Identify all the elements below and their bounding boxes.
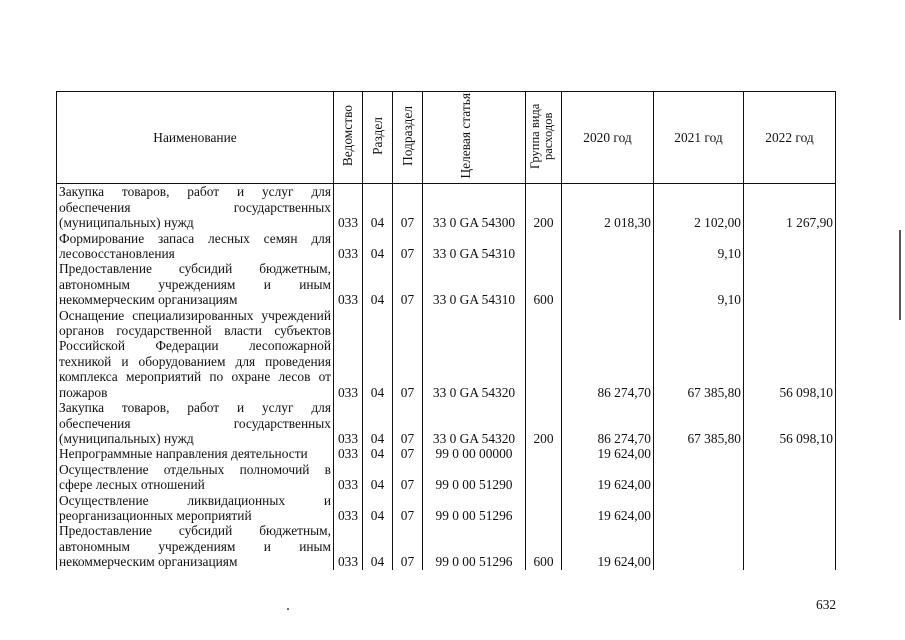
row-ministry: 033 — [334, 523, 363, 569]
row-group: 600 — [526, 261, 562, 307]
row-2021 — [654, 523, 744, 569]
row-2021: 67 385,80 — [654, 308, 744, 400]
row-ministry: 033 — [334, 462, 363, 493]
row-2020: 19 624,00 — [562, 446, 654, 461]
row-ministry: 033 — [334, 493, 363, 524]
budget-table — [56, 91, 836, 570]
row-2020: 86 274,70 — [562, 308, 654, 400]
row-section: 04 — [363, 261, 393, 307]
scan-page-edge — [899, 230, 901, 320]
header-target-article: Целевая статья — [423, 92, 526, 184]
row-2021: 67 385,80 — [654, 400, 744, 446]
table-row — [57, 261, 836, 307]
row-ministry: 033 — [334, 184, 363, 231]
header-2021: 2021 год — [654, 92, 744, 184]
row-2020: 2 018,30 — [562, 184, 654, 231]
table-row — [57, 308, 836, 400]
row-subsection: 07 — [393, 446, 423, 461]
row-section: 04 — [363, 462, 393, 493]
row-name: Формирование запаса лесных семян для лесовосстановления — [57, 231, 334, 262]
row-2020: 19 624,00 — [562, 523, 654, 569]
row-article: 99 0 00 51296 — [423, 493, 526, 524]
row-name: Непрограммные направления деятельности — [57, 446, 334, 461]
row-group: 200 — [526, 400, 562, 446]
row-ministry: 033 — [334, 400, 363, 446]
row-ministry: 033 — [334, 308, 363, 400]
header-name: Наименование — [57, 92, 334, 184]
row-2020 — [562, 231, 654, 262]
header-ministry: Ведомство — [334, 92, 363, 184]
row-group: 600 — [526, 523, 562, 569]
row-group — [526, 231, 562, 262]
row-group: 200 — [526, 184, 562, 231]
row-name: Предоставление субсидий бюджетным, автономным учреждениям и иным некоммерческим организациям — [57, 261, 334, 307]
row-2021 — [654, 462, 744, 493]
row-2021: 2 102,00 — [654, 184, 744, 231]
row-2022: 56 098,10 — [744, 400, 836, 446]
row-section: 04 — [363, 523, 393, 569]
row-subsection: 07 — [393, 261, 423, 307]
row-subsection: 07 — [393, 523, 423, 569]
row-2021: 9,10 — [654, 231, 744, 262]
row-name: Закупка товаров, работ и услуг для обеспечения государственных (муниципальных) нужд — [57, 400, 334, 446]
row-ministry: 033 — [334, 231, 363, 262]
row-section: 04 — [363, 400, 393, 446]
row-2021 — [654, 493, 744, 524]
row-subsection: 07 — [393, 400, 423, 446]
row-article: 33 0 GA 54320 — [423, 400, 526, 446]
row-2022 — [744, 446, 836, 461]
scan-speck — [287, 608, 289, 610]
row-2020: 19 624,00 — [562, 462, 654, 493]
table-row — [57, 462, 836, 493]
row-2022: 1 267,90 — [744, 184, 836, 231]
row-2022 — [744, 523, 836, 569]
header-subsection: Подраздел — [393, 92, 423, 184]
row-article: 33 0 GA 54310 — [423, 231, 526, 262]
row-2022 — [744, 261, 836, 307]
row-2020: 86 274,70 — [562, 400, 654, 446]
row-section: 04 — [363, 308, 393, 400]
row-name: Осуществление ликвидационных и реорганизационных мероприятий — [57, 493, 334, 524]
row-section: 04 — [363, 493, 393, 524]
row-2022 — [744, 493, 836, 524]
row-2020: 19 624,00 — [562, 493, 654, 524]
header-expense-group: Группа вида расходов — [526, 92, 562, 184]
row-group — [526, 308, 562, 400]
row-subsection: 07 — [393, 462, 423, 493]
row-2021: 9,10 — [654, 261, 744, 307]
row-group — [526, 462, 562, 493]
table-body — [57, 184, 836, 570]
table-header — [57, 92, 836, 184]
row-name: Оснащение специализированных учреждений органов государственной власти субъектов Российской Федерации лесопожарной техникой и оборудованием для проведения комплекса мероприятий по охране лесов от пожаров — [57, 308, 334, 400]
row-name: Закупка товаров, работ и услуг для обеспечения государственных (муниципальных) нужд — [57, 184, 334, 231]
row-article: 99 0 00 00000 — [423, 446, 526, 461]
table-row — [57, 523, 836, 569]
page-number: 632 — [816, 597, 837, 612]
row-article: 33 0 GA 54310 — [423, 261, 526, 307]
row-article: 33 0 GA 54300 — [423, 184, 526, 231]
header-2022: 2022 год — [744, 92, 836, 184]
row-article: 99 0 00 51296 — [423, 523, 526, 569]
table-row — [57, 231, 836, 262]
row-section: 04 — [363, 446, 393, 461]
row-name: Осуществление отдельных полномочий в сфере лесных отношений — [57, 462, 334, 493]
row-section: 04 — [363, 231, 393, 262]
row-section: 04 — [363, 184, 393, 231]
row-subsection: 07 — [393, 231, 423, 262]
row-article: 99 0 00 51290 — [423, 462, 526, 493]
row-subsection: 07 — [393, 308, 423, 400]
row-group — [526, 493, 562, 524]
table-row — [57, 446, 836, 461]
row-name: Предоставление субсидий бюджетным, автономным учреждениям и иным некоммерческим организациям — [57, 523, 334, 569]
row-subsection: 07 — [393, 493, 423, 524]
row-group — [526, 446, 562, 461]
header-2020: 2020 год — [562, 92, 654, 184]
row-ministry: 033 — [334, 446, 363, 461]
row-2020 — [562, 261, 654, 307]
table-row — [57, 184, 836, 231]
row-article: 33 0 GA 54320 — [423, 308, 526, 400]
row-2022: 56 098,10 — [744, 308, 836, 400]
table-row — [57, 493, 836, 524]
row-2022 — [744, 462, 836, 493]
row-2022 — [744, 231, 836, 262]
header-section: Раздел — [363, 92, 393, 184]
row-ministry: 033 — [334, 261, 363, 307]
table-row — [57, 400, 836, 446]
row-2021 — [654, 446, 744, 461]
row-subsection: 07 — [393, 184, 423, 231]
